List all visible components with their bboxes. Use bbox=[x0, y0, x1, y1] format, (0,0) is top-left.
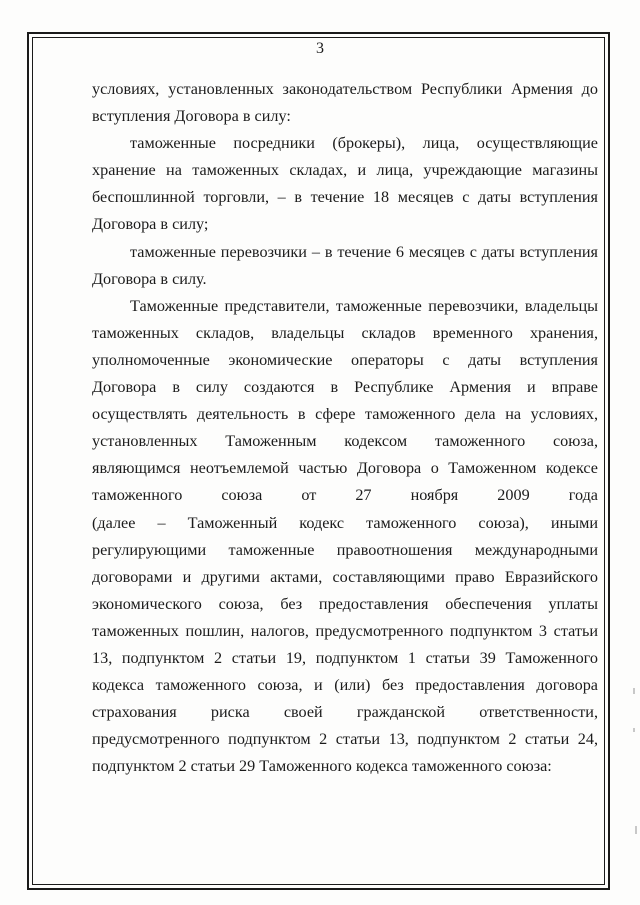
text-line: условиях, установленных законодательством Республики Армения до bbox=[92, 80, 598, 98]
document-body bbox=[92, 76, 598, 780]
text-line: беспошлинной торговли, – в течение 18 месяцев с даты вступления bbox=[92, 188, 598, 207]
text-line: Договора в силу; bbox=[92, 215, 209, 234]
text-line: экономического союза, без предоставления обеспечения уплаты bbox=[92, 594, 598, 613]
text-line: страхования риска своей гражданской ответственности, bbox=[92, 703, 598, 722]
text-line: установленных Таможенным кодексом таможенного союза, bbox=[92, 432, 598, 451]
text-line: хранение на таможенных складах, и лица, учреждающие магазины bbox=[92, 161, 598, 180]
scan-mark bbox=[633, 688, 635, 694]
text-line: регулирующими таможенные правоотношения международными bbox=[92, 540, 598, 559]
scan-mark bbox=[635, 826, 637, 834]
text-line: таможенных складов, владельцы складов временного хранения, bbox=[92, 323, 598, 342]
paragraph-4 bbox=[92, 293, 598, 781]
text-line: предусмотренного подпунктом 2 статьи 13, подпунктом 2 статьи 24, bbox=[92, 730, 598, 749]
text-line: 13, подпунктом 2 статьи 19, подпунктом 1 статьи 39 Таможенного bbox=[92, 648, 598, 667]
text-line: таможенных пошлин, налогов, предусмотренного подпунктом 3 статьи bbox=[92, 621, 598, 640]
paragraph-2 bbox=[92, 130, 598, 238]
text-line: подпунктом 2 статьи 29 Таможенного кодекса таможенного союза: bbox=[92, 757, 552, 776]
paragraph-1 bbox=[92, 76, 598, 130]
text-line: являющимся неотъемлемой частью Договора о Таможенном кодексе bbox=[92, 459, 598, 478]
text-line: Договора в силу создаются в Республике Армения и вправе bbox=[92, 378, 598, 397]
text-line: кодекса таможенного союза, и (или) без предоставления договора bbox=[92, 676, 598, 695]
text-line: таможенного союза от 27 ноября 2009 года bbox=[92, 486, 598, 505]
text-line: вступления Договора в силу: bbox=[92, 107, 291, 126]
page-number: 3 bbox=[316, 40, 324, 57]
text-line: договорами и другими актами, составляющими право Евразийского bbox=[92, 567, 598, 586]
paragraph-3 bbox=[92, 239, 598, 293]
text-line: Договора в силу. bbox=[92, 269, 207, 288]
text-line: осуществлять деятельность в сфере таможенного дела на условиях, bbox=[92, 405, 598, 424]
text-line: уполномоченные экономические операторы с даты вступления bbox=[92, 350, 598, 369]
text-line: Таможенные представители, таможенные перевозчики, владельцы bbox=[130, 296, 598, 315]
text-line: таможенные посредники (брокеры), лица, осуществляющие bbox=[130, 134, 598, 153]
scan-mark bbox=[633, 728, 635, 732]
text-line: таможенные перевозчики – в течение 6 месяцев с даты вступления bbox=[130, 242, 598, 261]
text-line: (далее – Таможенный кодекс таможенного союза), иными bbox=[92, 513, 598, 532]
